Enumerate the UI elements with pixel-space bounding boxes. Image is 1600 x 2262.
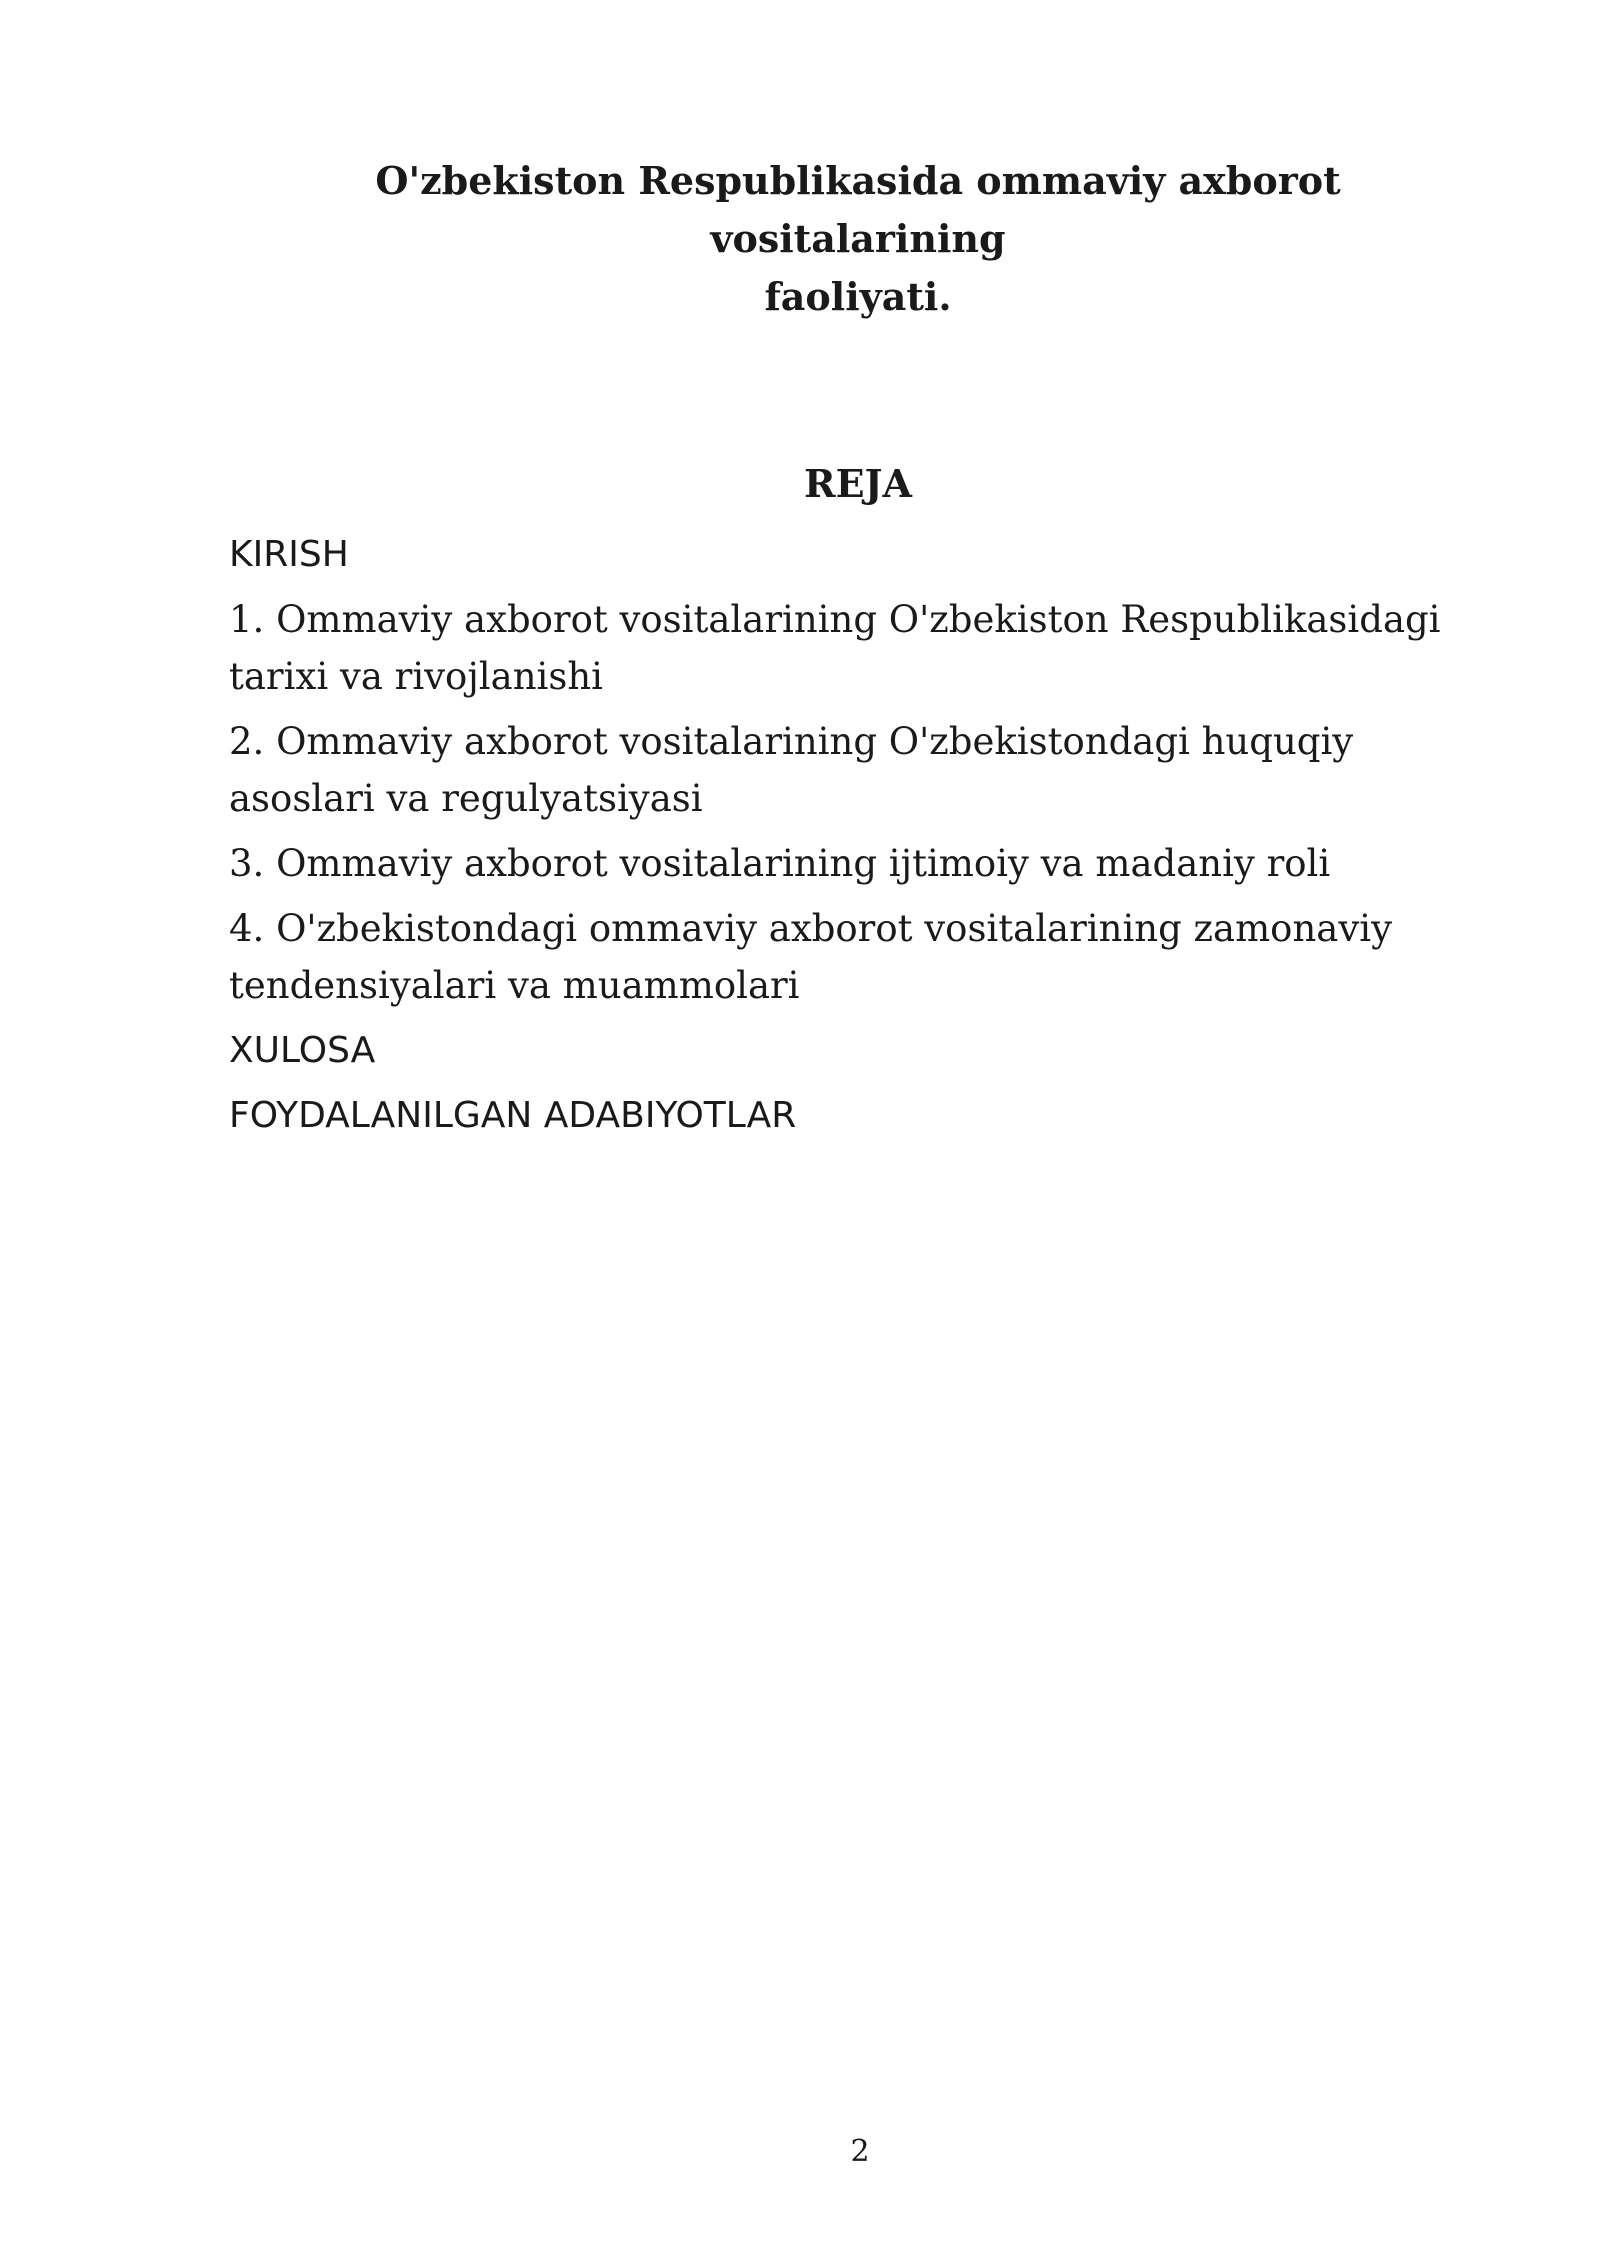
plan-item-conclusion: XULOSA — [229, 1030, 376, 1071]
document-title — [330, 152, 1386, 326]
title-line-1: O'zbekiston Respublikasida ommaviy axborot — [375, 158, 1341, 203]
plan-item-references: FOYDALANILGAN ADABIYOTLAR — [229, 1095, 797, 1136]
plan-item-2: 2. Ommaviy axborot vositalarining O'zbekistondagi huquqiy asoslari va regulyatsiyasi — [229, 720, 1354, 820]
plan-heading: REJA — [803, 461, 912, 506]
plan-item-4: 4. O'zbekistondagi ommaviy axborot vositalarining zamonaviy tendensiyalari va muammolari — [229, 907, 1392, 1007]
title-line-3: faoliyati. — [764, 274, 952, 319]
plan-item-3: 3. Ommaviy axborot vositalarining ijtimoiy va madaniy roli — [229, 842, 1331, 885]
page-number: 2 — [850, 2134, 870, 2169]
title-line-2: vositalarining — [710, 216, 1006, 261]
plan-item-1: 1. Ommaviy axborot vositalarining O'zbekiston Respublikasidagi tarixi va rivojlanishi — [229, 598, 1441, 698]
plan-list — [229, 526, 1479, 1152]
plan-item-introduction: KIRISH — [229, 534, 349, 575]
